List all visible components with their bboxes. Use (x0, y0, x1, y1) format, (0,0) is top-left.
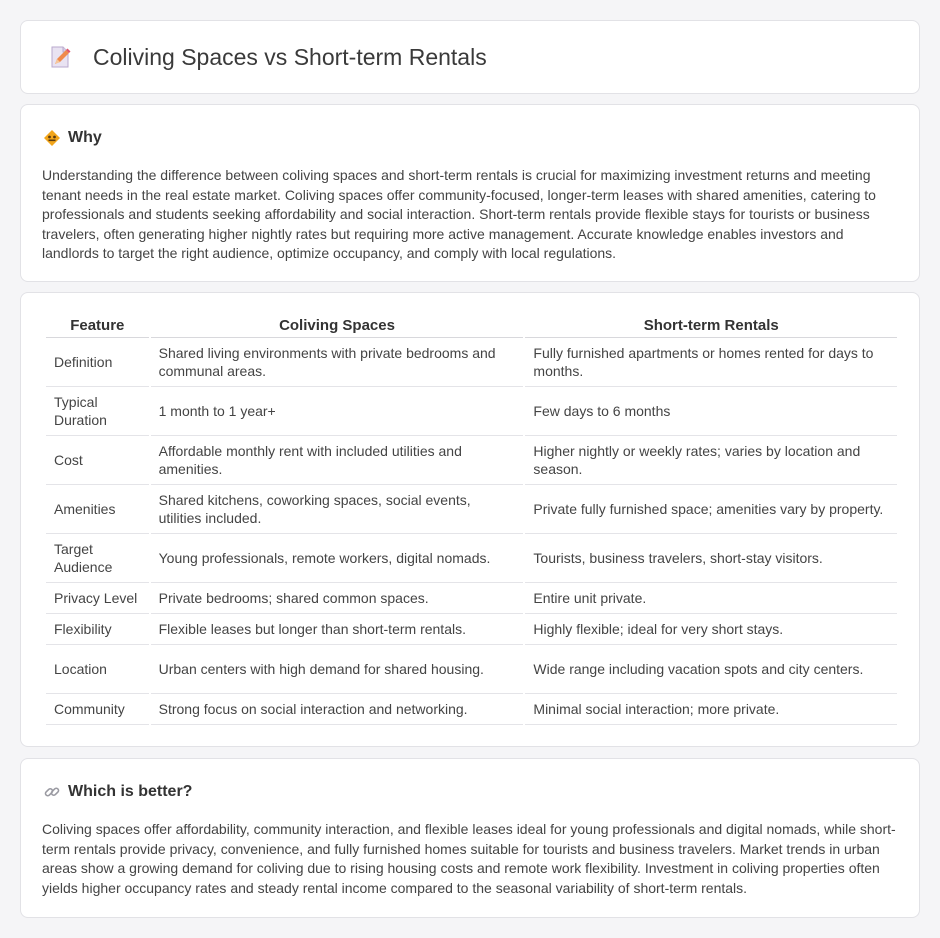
table-row (46, 387, 897, 436)
coliving-cell: Shared living environments with private bedrooms and communal areas. (151, 338, 524, 387)
coliving-cell: Young professionals, remote workers, digital nomads. (151, 534, 524, 583)
short-term-cell: Tourists, business travelers, short-stay visitors. (525, 534, 897, 583)
which-is-better-heading: Which is better? (68, 783, 193, 800)
coliving-cell: 1 month to 1 year+ (151, 387, 524, 436)
feature-cell: Community (46, 694, 149, 725)
short-term-cell: Fully furnished apartments or homes rented for days to months. (525, 338, 897, 387)
table-header-row (46, 315, 897, 338)
why-heading: Why (68, 129, 102, 146)
header-feature: Feature (46, 315, 149, 338)
table-row (46, 485, 897, 534)
coliving-cell: Affordable monthly rent with included utilities and amenities. (151, 436, 524, 485)
table-row (46, 338, 897, 387)
header-coliving: Coliving Spaces (151, 315, 524, 338)
feature-cell: Amenities (46, 485, 149, 534)
short-term-cell: Wide range including vacation spots and city centers. (525, 645, 897, 694)
pencil-document-icon (47, 44, 73, 70)
short-term-cell: Minimal social interaction; more private. (525, 694, 897, 725)
feature-cell: Typical Duration (46, 387, 149, 436)
short-term-cell: Higher nightly or weekly rates; varies by location and season. (525, 436, 897, 485)
why-section (20, 104, 920, 282)
table-row (46, 694, 897, 725)
table-row (46, 614, 897, 645)
which-is-better-section (20, 758, 920, 918)
short-term-cell: Highly flexible; ideal for very short stays. (525, 614, 897, 645)
header-short-term: Short-term Rentals (525, 315, 897, 338)
feature-cell: Location (46, 645, 149, 694)
feature-cell: Target Audience (46, 534, 149, 583)
table-row (46, 645, 897, 694)
page-title: Coliving Spaces vs Short-term Rentals (93, 43, 487, 70)
feature-cell: Privacy Level (46, 583, 149, 614)
short-term-cell: Few days to 6 months (525, 387, 897, 436)
short-term-cell: Private fully furnished space; amenities vary by property. (525, 485, 897, 534)
title-card (20, 20, 920, 94)
link-icon (43, 783, 61, 801)
feature-cell: Definition (46, 338, 149, 387)
diamond-sign-icon (43, 129, 61, 147)
table-row (46, 436, 897, 485)
why-text: Understanding the difference between coliving spaces and short-term rentals is crucial for maximizing investment returns and meeting tenant needs in the real estate market. Coliving spaces offer community-focused, longer-term leases with shared amenities, catering to professionals and students seeking affordability and social interaction. Short-term rentals provide flexible stays for tourists or business travelers, often generating higher nightly rates but requiring more active management. Accurate knowledge enables investors and landlords to target the right audience, optimize occupancy, and comply with local regulations. (42, 167, 876, 262)
comparison-table (44, 315, 899, 725)
feature-cell: Cost (46, 436, 149, 485)
table-row (46, 583, 897, 614)
comparison-card (20, 292, 920, 747)
coliving-cell: Strong focus on social interaction and networking. (151, 694, 524, 725)
short-term-cell: Entire unit private. (525, 583, 897, 614)
which-is-better-text: Coliving spaces offer affordability, community interaction, and flexible leases ideal for young professionals and digital nomads, while short-term rentals provide privacy, convenience, and fully furnished homes suitable for tourists and business travelers. Market trends in urban areas show a growing demand for coliving due to rising housing costs and remote work flexibility. Investment in coliving properties often yields higher occupancy rates and steady rental income compared to the seasonal variability of short-term rentals. (42, 821, 896, 896)
coliving-cell: Flexible leases but longer than short-term rentals. (151, 614, 524, 645)
table-row (46, 534, 897, 583)
coliving-cell: Urban centers with high demand for shared housing. (151, 645, 524, 694)
coliving-cell: Shared kitchens, coworking spaces, social events, utilities included. (151, 485, 524, 534)
coliving-cell: Private bedrooms; shared common spaces. (151, 583, 524, 614)
feature-cell: Flexibility (46, 614, 149, 645)
